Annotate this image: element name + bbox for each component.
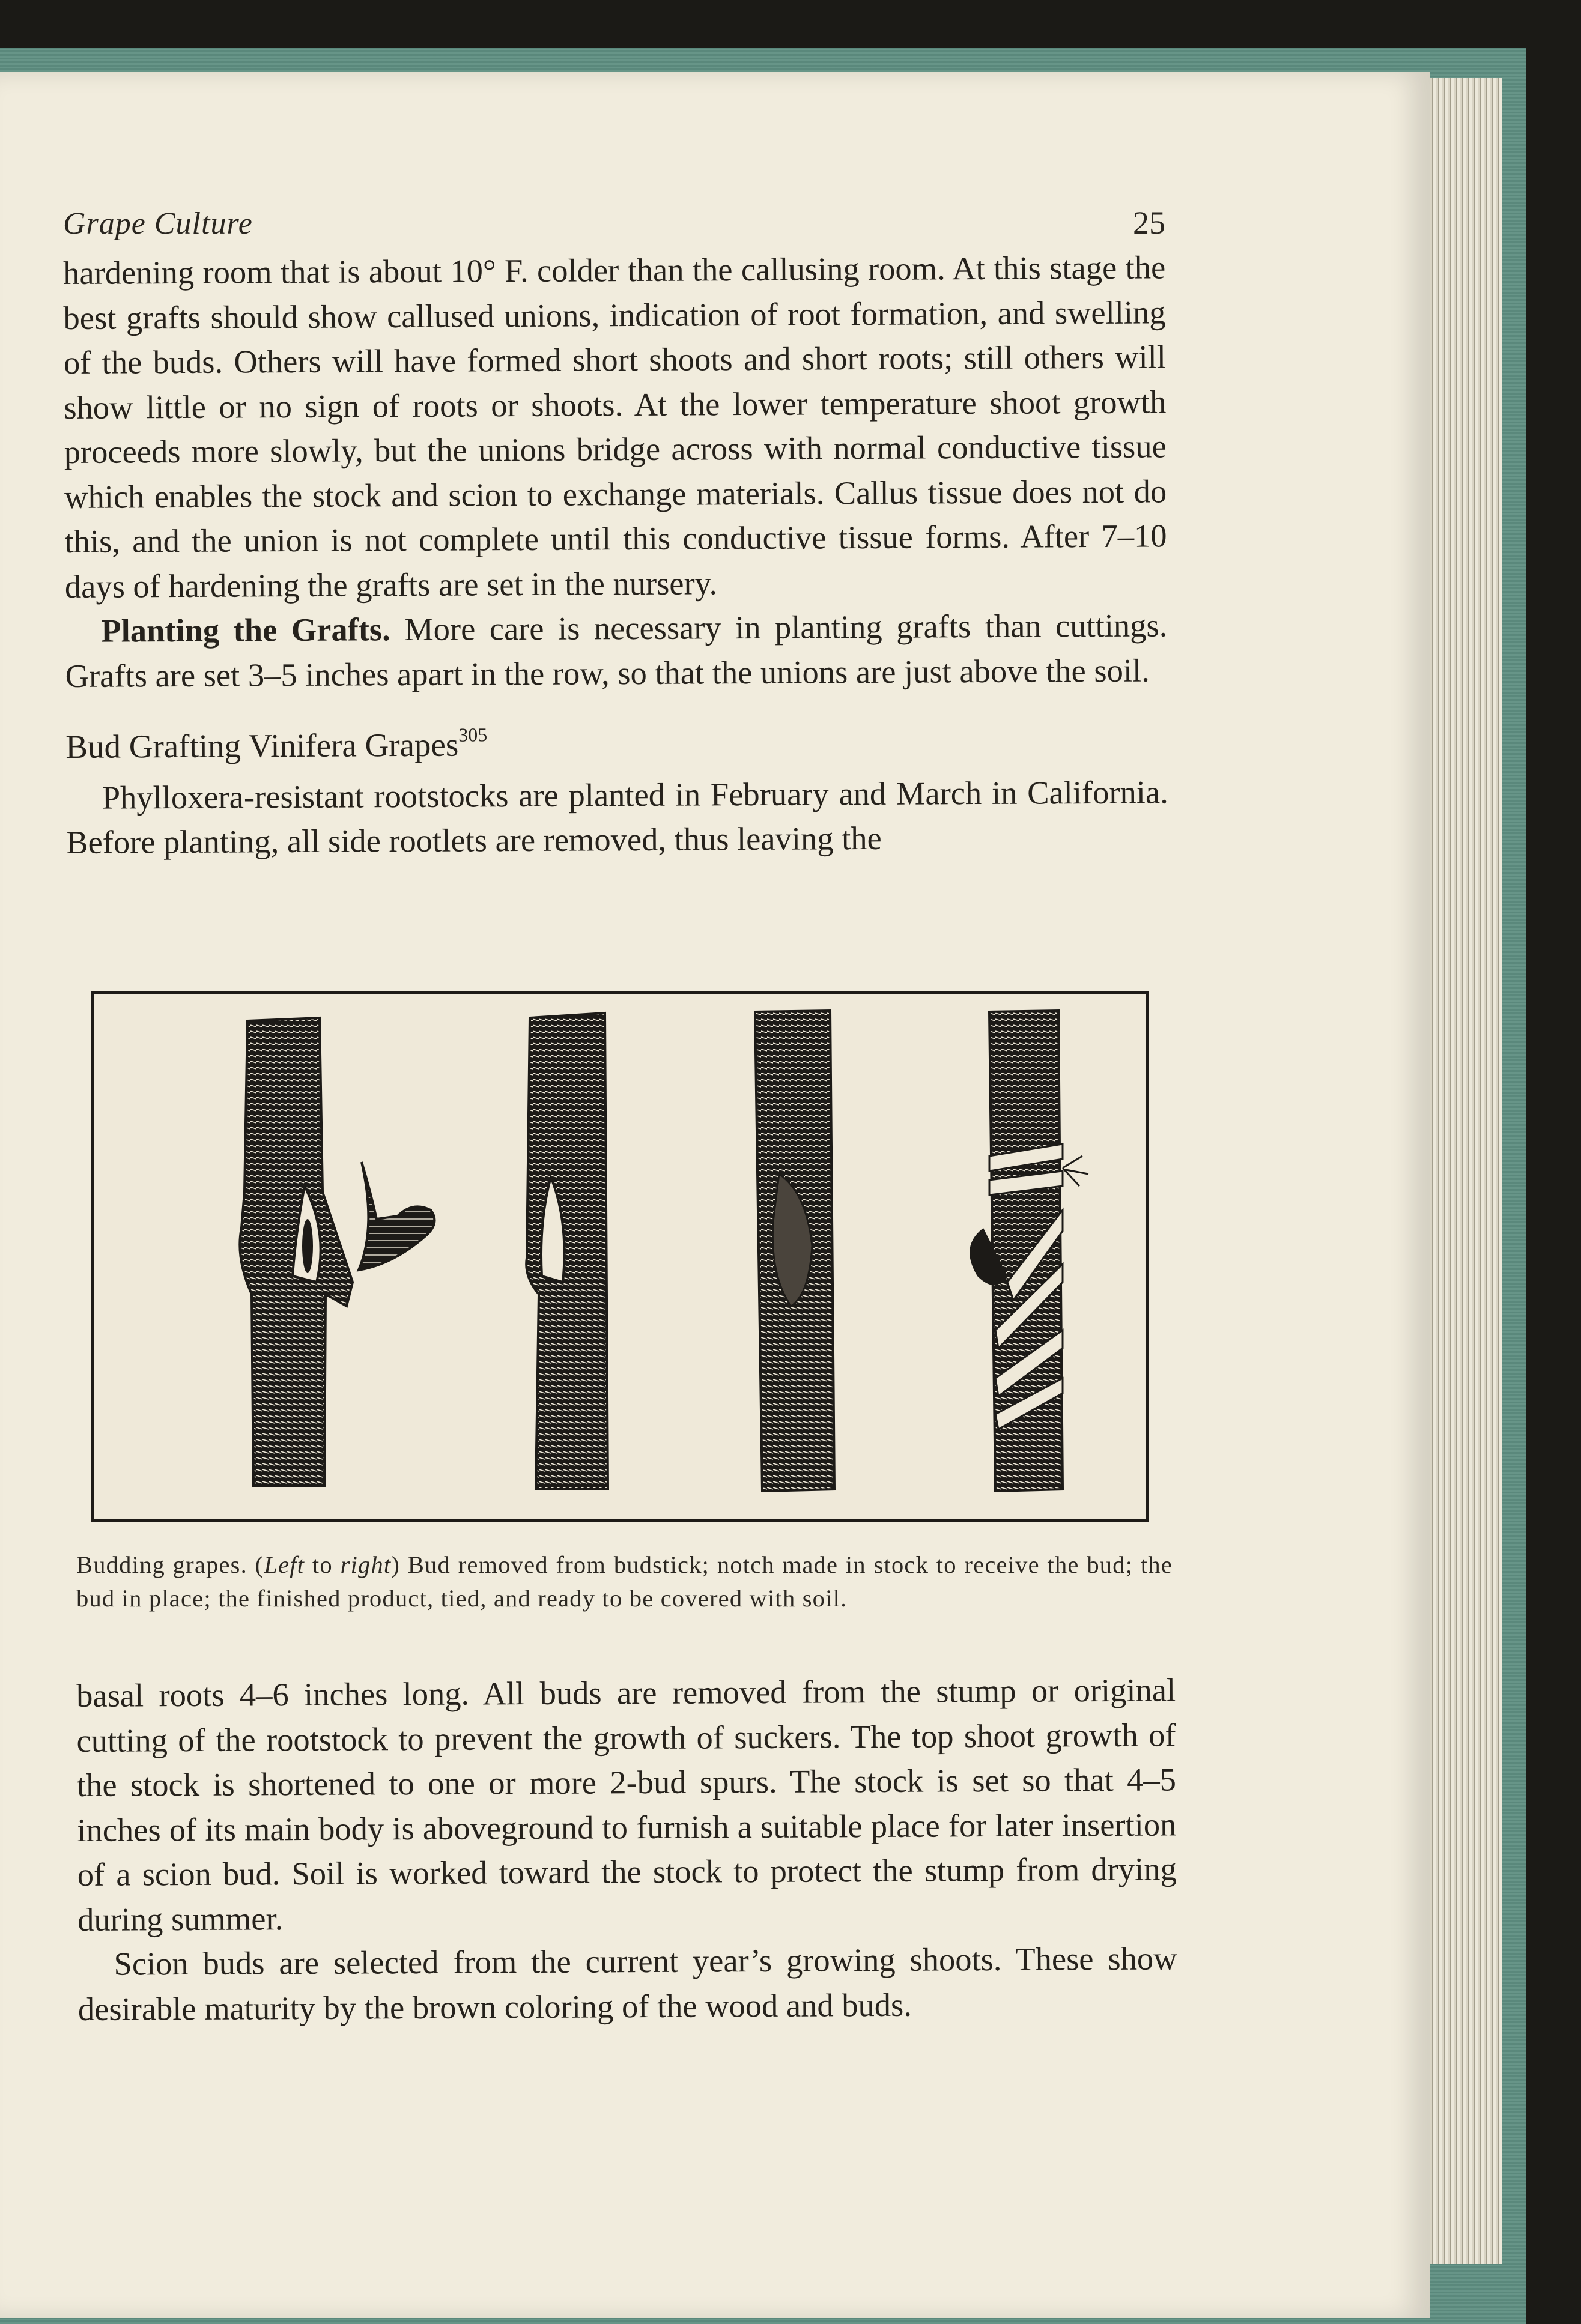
paragraph-planting xyxy=(65,603,1168,698)
stick-4 xyxy=(970,1011,1088,1491)
body-text-bottom xyxy=(76,1668,1177,2032)
paragraph-hardening: hardening room that is about 10° F. colder than the callusing room. At this stage the best grafts should show callused unions, indication of root formation, and swelling of the buds. Others will have formed short shoots and short roots; still others will show little or no sign of roots or shoots. At the lower temperature shoot growth proceeds more slowly, but the unions bridge across with normal conductive tissue which enables the stock and scion to exchange materials. Callus tissue does not do this, and the union is not complete until this conductive tissue forms. After 7–10 days of hardening the grafts are set in the nursery. xyxy=(63,249,1167,605)
section-heading-text: Bud Grafting Vinifera Grapes xyxy=(65,726,459,765)
paragraph-planting-text: More care is necessary in planting grafts than cuttings. Grafts are set 3–5 inches apart in the row, so that the unions are just above the soil. xyxy=(65,607,1168,694)
runin-heading: Planting the Grafts. xyxy=(101,611,390,649)
paragraph-rootstocks: Phylloxera-resistant rootstocks are planted in February and March in California. Before planting, all side rootlets are removed, thus leaving the xyxy=(65,773,1168,861)
budding-figure xyxy=(91,991,1149,1522)
caption-rest: ) Bud removed from budstick; notch made in stock to receive the bud; the bud in place; the finished product, tied, and ready to be covered with soil. xyxy=(76,1551,1173,1612)
section-heading xyxy=(65,719,1168,769)
stick-2 xyxy=(526,1013,608,1489)
running-title: Grape Culture xyxy=(63,207,253,241)
running-header xyxy=(63,204,1165,241)
body-text-top xyxy=(63,245,1168,865)
heading-reference: 305 xyxy=(458,724,488,746)
caption-start: Budding grapes. ( xyxy=(76,1551,264,1578)
caption-to: to xyxy=(305,1551,341,1578)
paragraph-basal-roots: basal roots 4–6 inches long. All buds are removed from the stump or original cutting of the rootstock to prevent the growth of suckers. The top shoot growth of the stock is shortened to one or more 2-bud spurs. The stock is set so that 4–5 inches of its main body is aboveground to furnish a suitable place for later insertion of a scion bud. Soil is worked toward the stock to protect the stump from drying during summer. xyxy=(76,1671,1177,1938)
stick-3 xyxy=(755,1011,834,1491)
paragraph-scion-buds: Scion buds are selected from the current year’s growing shoots. These show desirable maturity by the brown coloring of the wood and buds. xyxy=(77,1940,1177,2027)
budding-illustration xyxy=(94,994,1146,1519)
stick-1 xyxy=(240,1018,434,1486)
figure-caption xyxy=(76,1548,1173,1615)
caption-right: right xyxy=(340,1551,392,1578)
page-number: 25 xyxy=(1133,205,1165,241)
caption-left: Left xyxy=(264,1551,305,1578)
